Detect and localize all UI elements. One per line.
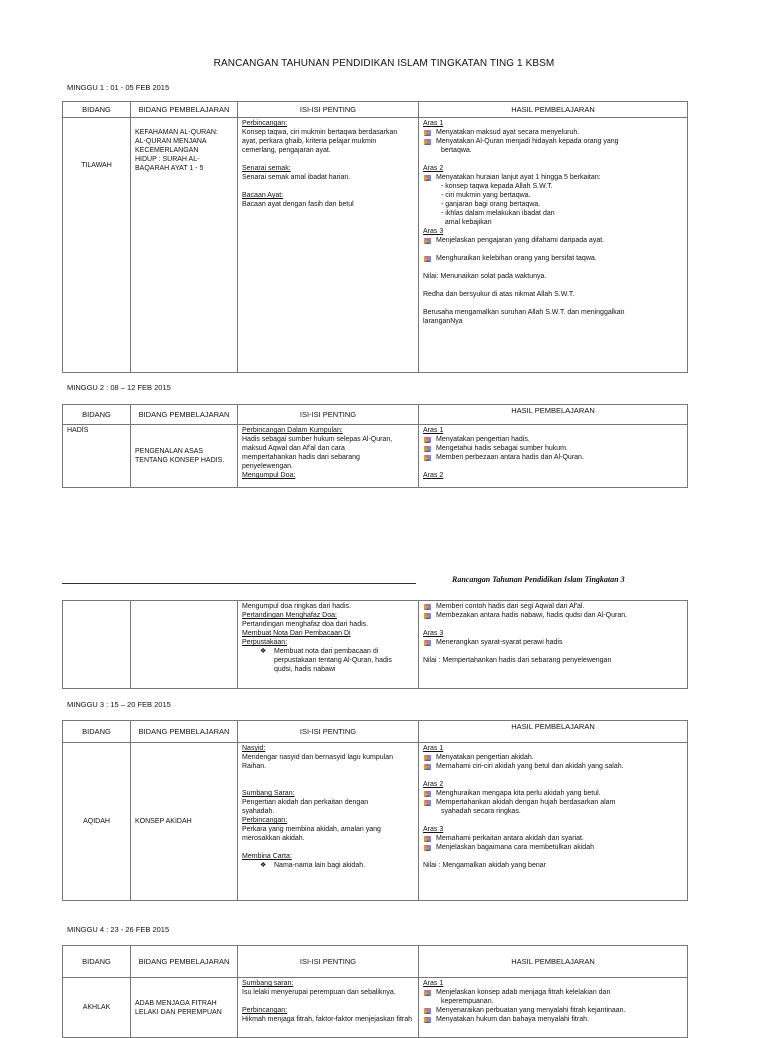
bullet-arrow-icon [423,835,432,843]
bidang-value: HADIS [67,427,89,434]
text-line: penyelewengan. [242,463,293,470]
spacer [242,182,414,191]
week-1-table [62,101,688,373]
bullet-arrow-icon [423,436,432,444]
hasil-pembelajaran-cell [419,601,688,689]
bidang-pembelajaran-line: LELAKI DAN PEREMPUAN [135,1008,222,1016]
spacer [423,852,683,861]
bidang-value: TILAWAH [81,161,112,169]
bidang-pembelajaran-line: AL-QURAN MENJANA [135,138,207,145]
bullet-text: Menjelaskan pengajaran yang difahami daripada ayat. [436,237,605,244]
bullet-text: Menjelaskan konsep adab menjaga fitrah kelelakian dan [436,989,611,996]
header-bidang-pembelajaran: BIDANG PEMBELAJARAN [131,721,238,743]
isi-penting-text [242,602,414,674]
bullet-arrow-icon [423,639,432,647]
text-line: Mengumpul doa ringkas dari hadis. [242,603,351,610]
text-line: mempertahankan hadis dari sebarang [242,454,360,461]
hasil-pembelajaran-text [423,602,683,665]
bidang-pembelajaran-line: TENTANG KONSEP HADIS. [135,457,225,464]
indented-line: - ciri mukmin yang bertaqwa. [441,192,531,199]
section-heading: Aras 2 [423,781,444,788]
week-4-label: MINGGU 4 : 23 - 26 FEB 2015 [67,925,170,934]
bidang-cell [63,978,131,1038]
header-bidang: BIDANG [63,405,131,425]
section-heading: Sumbang saran: [242,980,294,987]
hasil-pembelajaran-cell [419,118,688,373]
bullet-text: Nama-nama lain bagi akidah. [274,862,366,869]
bullet-arrow-icon [423,445,432,453]
spacer [423,771,683,780]
table-row [63,118,688,373]
bullet-text: Menyenaraikan perbuatan yang menyalahi fitrah kejantinaan. [436,1007,626,1014]
spacer [242,997,414,1006]
bullet-arrow-icon [423,612,432,620]
bullet-text: Menyatakan maksud ayat secara menyeluruh. [436,129,580,136]
bidang-pembelajaran-cell [131,118,238,373]
diamond-bullet-icon: ❖ [260,862,267,869]
text-line: Pengertian akidah dan perkaitan dengan [242,799,369,806]
bullet-arrow-icon [423,255,432,263]
bidang-pembelajaran-line: HIDUP : SURAH AL- [135,156,200,163]
table-header-row [63,405,688,425]
bidang-pembelajaran-text [135,128,233,173]
header-bidang-pembelajaran: BIDANG PEMBELAJARAN [131,405,238,425]
bullet-text: Menyatakan pengertian akidah. [436,754,534,761]
table-row [63,425,688,488]
bullet-text: Menghuraikan mengapa kita perlu akidah yang betul. [436,790,601,797]
bidang-cell [63,601,131,689]
table-header-row [63,102,688,118]
header-bidang-pembelajaran: BIDANG PEMBELAJARAN [131,946,238,978]
spacer [242,843,414,852]
bullet-text: Memahami ciri-ciri akidah yang betul dan akidah yang salah. [436,763,624,770]
spacer [242,771,414,780]
text-line: Berusaha mengamalkan suruhan Allah S.W.T. dan meninggalkan [423,309,625,316]
section-heading: Perpustakaan: [242,639,288,646]
bidang-pembelajaran-line: KECEMERLANGAN [135,147,199,154]
header-isi-penting: ISI-ISI PENTING [238,102,419,118]
bullet-text: Membuat nota dari pembacaan di [274,648,379,655]
isi-penting-cell [238,743,419,901]
bullet-item [423,453,683,462]
text-line: cemerlang, pengajaran ayat. [242,147,331,154]
text-line: Bacaan ayat dengan fasih dan betul [242,201,354,208]
text-line: syahadah. [242,808,275,815]
spacer [423,620,683,629]
text-line: maksud Aqwal dan Af'al dan cara [242,445,345,452]
hasil-pembelajaran-cell [419,978,688,1038]
week-4-table [62,945,688,1038]
bidang-pembelajaran-cell [131,425,238,488]
header-hasil-pembelajaran: HASIL PEMBELAJARAN [419,405,688,425]
bullet-item [423,798,683,807]
bullet-item [423,762,683,771]
diamond-bullet-item [242,647,414,656]
isi-penting-text [242,979,414,1024]
bullet-text: Mengetahui hadis sebagai sumber hukum. [436,445,568,452]
section-heading: Sumbang Saran: [242,790,295,797]
bullet-item [423,137,683,146]
hasil-pembelajaran-cell [419,425,688,488]
bullet-item [423,236,683,245]
bullet-arrow-icon [423,1007,432,1015]
bullet-text: Mempertahankan akidah dengan hujah berdasarkan alam [436,799,616,806]
isi-penting-cell [238,118,419,373]
spacer [242,780,414,789]
week-2-table [62,404,688,488]
table-row [63,743,688,901]
bullet-arrow-icon [423,790,432,798]
text-line: merosakkan akidah. [242,835,305,842]
text-line: Hikmah menjaga fitrah, faktor-faktor menjejaskan fitrah [242,1016,413,1023]
bidang-pembelajaran-line: ADAB MENJAGA FITRAH [135,999,217,1007]
text-line: Raihan. [242,763,267,770]
section-heading: Aras 3 [423,630,444,637]
bullet-item [423,254,683,263]
header-hasil-pembelajaran: HASIL PEMBELAJARAN [419,721,688,743]
hasil-pembelajaran-text [423,119,683,326]
indented-line: qudsi, hadis nabawi [274,666,336,673]
hasil-pembelajaran-text [423,979,683,1024]
bidang-pembelajaran-line: KONSEP AKIDAH [135,818,192,825]
text-line: Senarai semak amal ibadat harian. [242,174,351,181]
hasil-pembelajaran-cell [419,743,688,901]
header-isi-penting: ISI-ISI PENTING [238,946,419,978]
bullet-item [423,173,683,182]
isi-penting-cell [238,978,419,1038]
section-heading: Aras 3 [423,826,444,833]
indented-line: amal kebajikan [441,219,492,226]
bullet-item [423,638,683,647]
hasil-pembelajaran-text [423,426,683,480]
header-isi-penting: ISI-ISI PENTING [238,721,419,743]
bullet-item [423,988,683,997]
bullet-item [423,753,683,762]
spacer [423,816,683,825]
spacer [423,647,683,656]
header-bidang: BIDANG [63,946,131,978]
section-heading: Nasyid: [242,745,266,752]
section-heading: Perbincangan: [242,1007,288,1014]
indented-line: - konsep taqwa kepada Allah S.W.T. [441,183,553,190]
bidang-pembelajaran-cell [131,978,238,1038]
indented-line: perpustakaan tentang Al-Quran, hadis [274,657,392,664]
bullet-text: Menjelaskan bagaimana cara membetulkan akidah [436,844,594,851]
text-line: Perkara yang membina akidah, amalan yang [242,826,381,833]
bullet-arrow-icon [423,603,432,611]
bidang-pembelajaran-text [135,817,233,826]
bullet-text: Menyatakan hukum dan bahaya menyalahi fitrah. [436,1016,589,1023]
bullet-arrow-icon [423,454,432,462]
isi-penting-text [242,744,414,870]
section-heading: Perbincangan Dalam Kumpulan: [242,427,343,434]
header-bidang: BIDANG [63,102,131,118]
bullet-arrow-icon [423,763,432,771]
indented-line: - ikhlas dalam melakukan ibadat dan [441,210,555,217]
section-heading: Membina Carta: [242,853,292,860]
text-line: Pertandingan menghafaz doa dari hadis. [242,621,369,628]
bullet-text: Menyatakan huraian lanjut ayat 1 hingga 5 berkaitan: [436,174,601,181]
text-line: Nilai: Menunaikan solat pada waktunya. [423,273,547,280]
bullet-item [423,843,683,852]
bullet-text: Memahami perkaitan antara akidah dan syariat. [436,835,584,842]
header-isi-penting: ISI-ISI PENTING [238,405,419,425]
bullet-arrow-icon [423,237,432,245]
bidang-pembelajaran-text [135,447,233,465]
text-line: Konsep taqwa, ciri mukmin bertaqwa berdasarkan [242,129,398,136]
bullet-item [423,444,683,453]
header-bidang-pembelajaran: BIDANG PEMBELAJARAN [131,102,238,118]
bidang-pembelajaran-line: BAQARAH AYAT 1 - 5 [135,165,204,172]
spacer [423,245,683,254]
bidang-pembelajaran-line: KEFAHAMAN AL-QURAN: [135,129,218,136]
bidang-pembelajaran-text [135,999,233,1017]
bullet-text: Memberi contoh hadis dari segi Aqwal dan Af'al. [436,603,585,610]
bidang-value: AQIDAH [83,818,110,825]
running-header: Rancangan Tahunan Pendidikan Islam Tingkatan 3 [452,575,625,584]
spacer [242,155,414,164]
bullet-item [423,1015,683,1024]
section-heading: Aras 2 [423,165,444,172]
indented-line: bertaqwa. [441,147,472,154]
bidang-cell [63,425,131,488]
indented-line: keperempuanan. [441,998,494,1005]
bullet-text: Menyatakan Al-Quran menjadi hidayah kepada orang yang [436,138,619,145]
section-heading: Perbincangan: [242,120,288,127]
section-heading: Aras 1 [423,120,444,127]
bidang-cell [63,743,131,901]
section-heading: Mengumpul Doa: [242,472,296,479]
table-header-row [63,946,688,978]
hasil-pembelajaran-text [423,744,683,870]
text-line: Redha dan bersyukur di atas nikmat Allah S.W.T. [423,291,575,298]
week-1-label: MINGGU 1 : 01 - 05 FEB 2015 [67,83,170,92]
header-hasil-pembelajaran: HASIL PEMBELAJARAN [419,946,688,978]
text-line: Hadis sebagai sumber hukum selepas Al-Quran, [242,436,393,443]
week-2-continued-table [62,600,688,689]
bullet-item [423,789,683,798]
bidang-pembelajaran-cell [131,601,238,689]
spacer [423,263,683,272]
indented-line: - ganjaran bagi orang bertaqwa. [441,201,541,208]
bidang-cell [63,118,131,373]
header-hasil-pembelajaran: HASIL PEMBELAJARAN [419,102,688,118]
indented-line: syahadah secara ringkas. [441,808,521,815]
isi-penting-text [242,426,414,480]
text-line: Nilai : Mengamalkan akidah yang benar [423,862,546,869]
bullet-text: Memberi perbezaan antara hadis dan Al-Quran. [436,454,584,461]
document-title: RANCANGAN TAHUNAN PENDIDIKAN ISLAM TINGKATAN TING 1 KBSM [213,58,555,69]
section-heading: Aras 3 [423,228,444,235]
bullet-item [423,1006,683,1015]
text-line: Mendengar nasyid dan bernasyid lagu kumpulan [242,754,393,761]
bullet-arrow-icon [423,844,432,852]
section-heading: Senarai semak: [242,165,291,172]
header-bidang: BIDANG [63,721,131,743]
running-header-rule [62,583,416,584]
section-heading: Aras 1 [423,427,444,434]
bullet-arrow-icon [423,138,432,146]
bullet-item [423,435,683,444]
bullet-item [423,128,683,137]
section-heading: Aras 1 [423,980,444,987]
week-3-table [62,720,688,901]
bullet-arrow-icon [423,129,432,137]
diamond-bullet-item [242,861,414,870]
table-row [63,601,688,689]
section-heading: Membuat Nota Dari Pembacaan Di [242,630,351,637]
week-2-label: MINGGU 2 : 08 – 12 FEB 2015 [67,383,171,392]
section-heading: Bacaan Ayat: [242,192,284,199]
bullet-text: Membezakan antara hadis nabawi, hadis qudsi dan Al-Quran. [436,612,628,619]
text-line: Nilai : Mempertahankan hadis dari sebarang penyelewengan [423,657,612,664]
text-line: laranganNya [423,318,463,325]
bullet-arrow-icon [423,1016,432,1024]
bullet-text: Menyatakan pengertian hadis. [436,436,530,443]
section-heading: Aras 1 [423,745,444,752]
section-heading: Aras 2 [423,472,444,479]
text-line: Isu lelaki menyerupai perempuan dan sebaliknya. [242,989,396,996]
bidang-pembelajaran-line: PENGENALAN ASAS [135,448,204,455]
section-heading: Pertandingan Menghafaz Doa: [242,612,337,619]
text-line: ayat, perkara ghaib, kriteria pelajar mukmin [242,138,377,145]
bullet-item [423,834,683,843]
bullet-item [423,602,683,611]
bullet-arrow-icon [423,799,432,807]
bullet-arrow-icon [423,174,432,182]
spacer [423,299,683,308]
spacer [423,281,683,290]
isi-penting-text [242,119,414,209]
table-header-row [63,721,688,743]
bullet-item [423,611,683,620]
bullet-arrow-icon [423,989,432,997]
bullet-text: Menghuraikan kelebihan orang yang bersifat taqwa. [436,255,597,262]
bullet-arrow-icon [423,754,432,762]
isi-penting-cell [238,601,419,689]
table-row [63,978,688,1038]
bidang-pembelajaran-cell [131,743,238,901]
bidang-value: AKHLAK [82,1004,111,1011]
week-3-label: MINGGU 3 : 15 – 20 FEB 2015 [67,700,171,709]
diamond-bullet-icon: ❖ [260,648,267,655]
isi-penting-cell [238,425,419,488]
section-heading: Perbincangan: [242,817,288,824]
spacer [423,155,683,164]
spacer [423,462,683,471]
bullet-text: Menerangkan syarat-syarat perawi hadis [436,639,563,646]
